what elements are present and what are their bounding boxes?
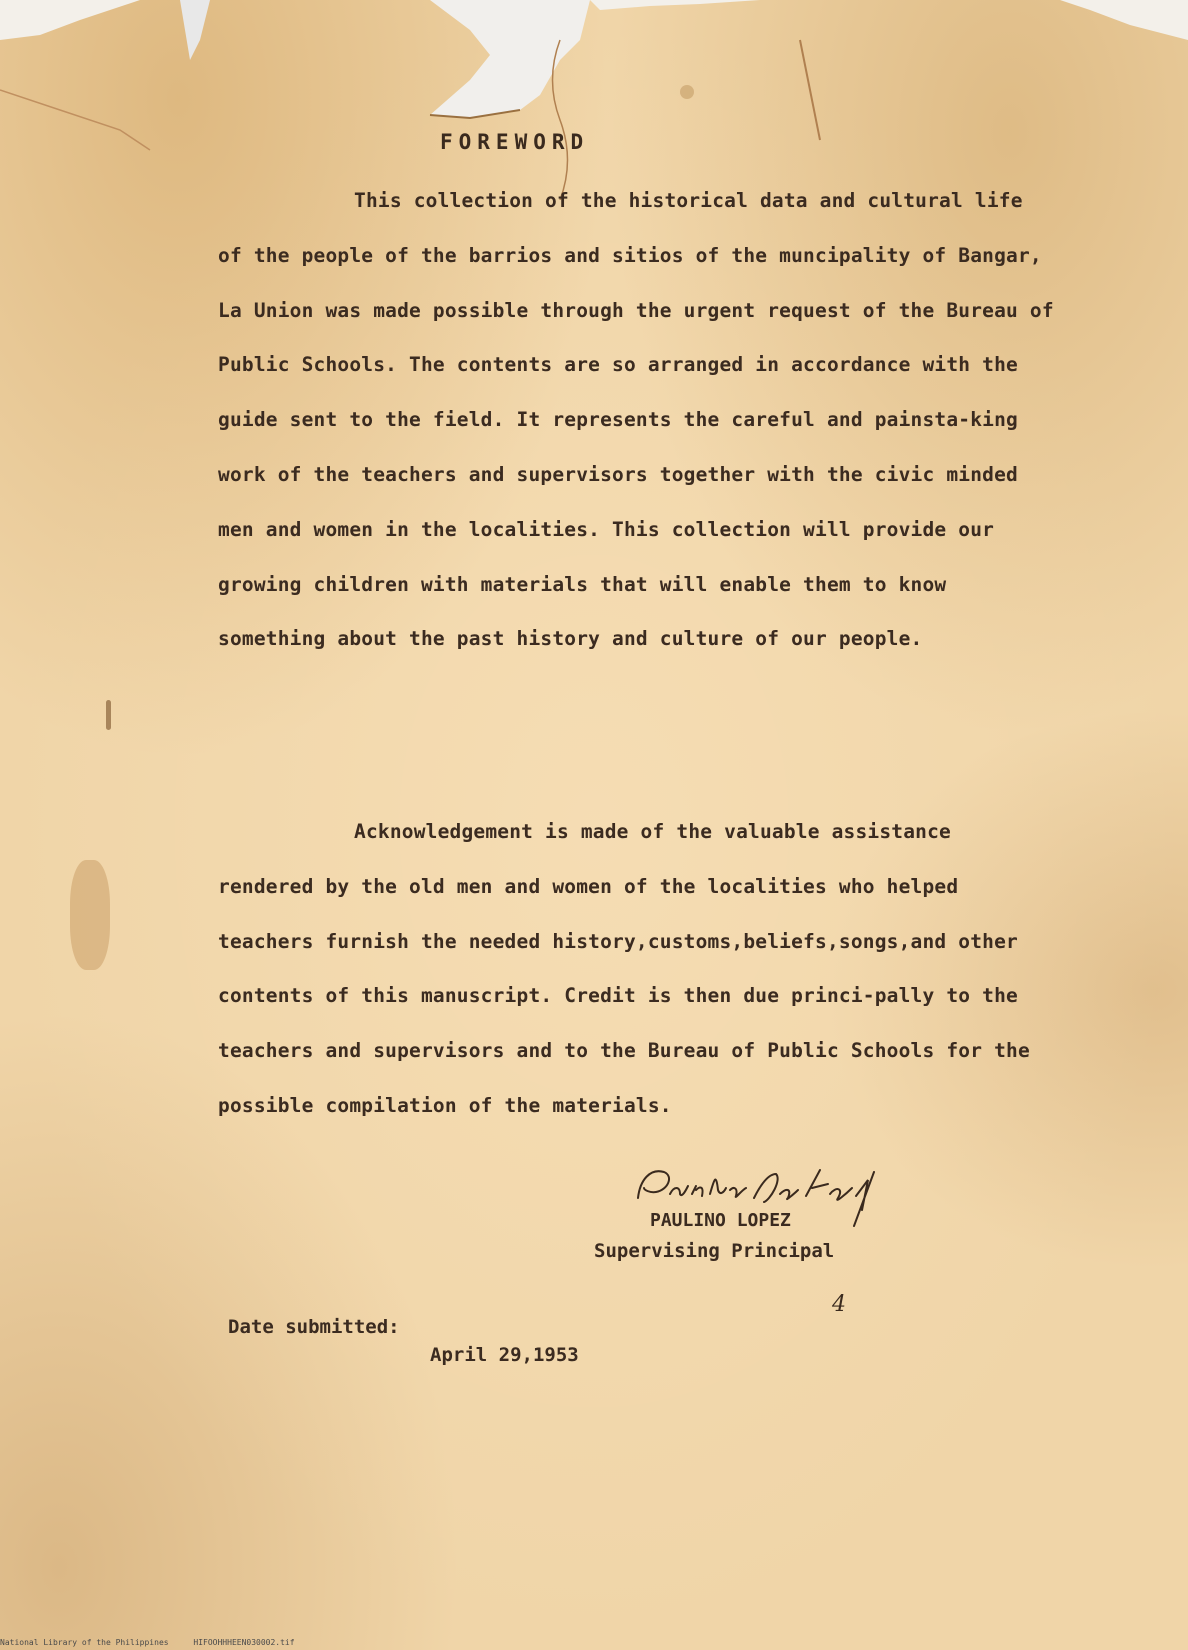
date-submitted-label: Date submitted: bbox=[228, 1316, 400, 1338]
signatory-name: PAULINO LOPEZ bbox=[650, 1210, 791, 1231]
stain-mark bbox=[70, 860, 110, 970]
stain-mark bbox=[106, 700, 111, 730]
footer-source: National Library of the Philippines bbox=[0, 1638, 169, 1647]
body-paragraph-1: This collection of the historical data and cultural life of the people of the barrios and sitios of the muncipality of Bangar, La Union was made possible through the urgent request of the Bureau of Public Schools. The contents are so arranged in accordance with the guide sent to the field. It represents the careful and painsta-king work of the teachers and supervisors together with the civic minded men and women in the localities. This collection will provide our growing children with materials that will enable them to know something about the past history and culture of our people. bbox=[218, 189, 1066, 651]
page-number-mark: 4 bbox=[832, 1292, 846, 1317]
body-paragraph-2: Acknowledgement is made of the valuable assistance rendered by the old men and women of the localities who helped teachers furnish the needed history,customs,beliefs,songs,and other contents of this manuscript. Credit is then due princi-pally to the teachers and supervisors and to the Bureau of Public Schools for the possible compilation of the materials. bbox=[218, 820, 1042, 1117]
torn-top-edge bbox=[0, 0, 1188, 200]
scan-footer bbox=[0, 1638, 315, 1647]
stain-mark bbox=[680, 85, 694, 99]
date-submitted-value: April 29,1953 bbox=[430, 1344, 579, 1366]
document-title: FOREWORD bbox=[440, 130, 590, 154]
signatory-title: Supervising Principal bbox=[594, 1240, 835, 1262]
footer-identifier: HIFOOHHHEEN030002.tif bbox=[193, 1638, 295, 1647]
